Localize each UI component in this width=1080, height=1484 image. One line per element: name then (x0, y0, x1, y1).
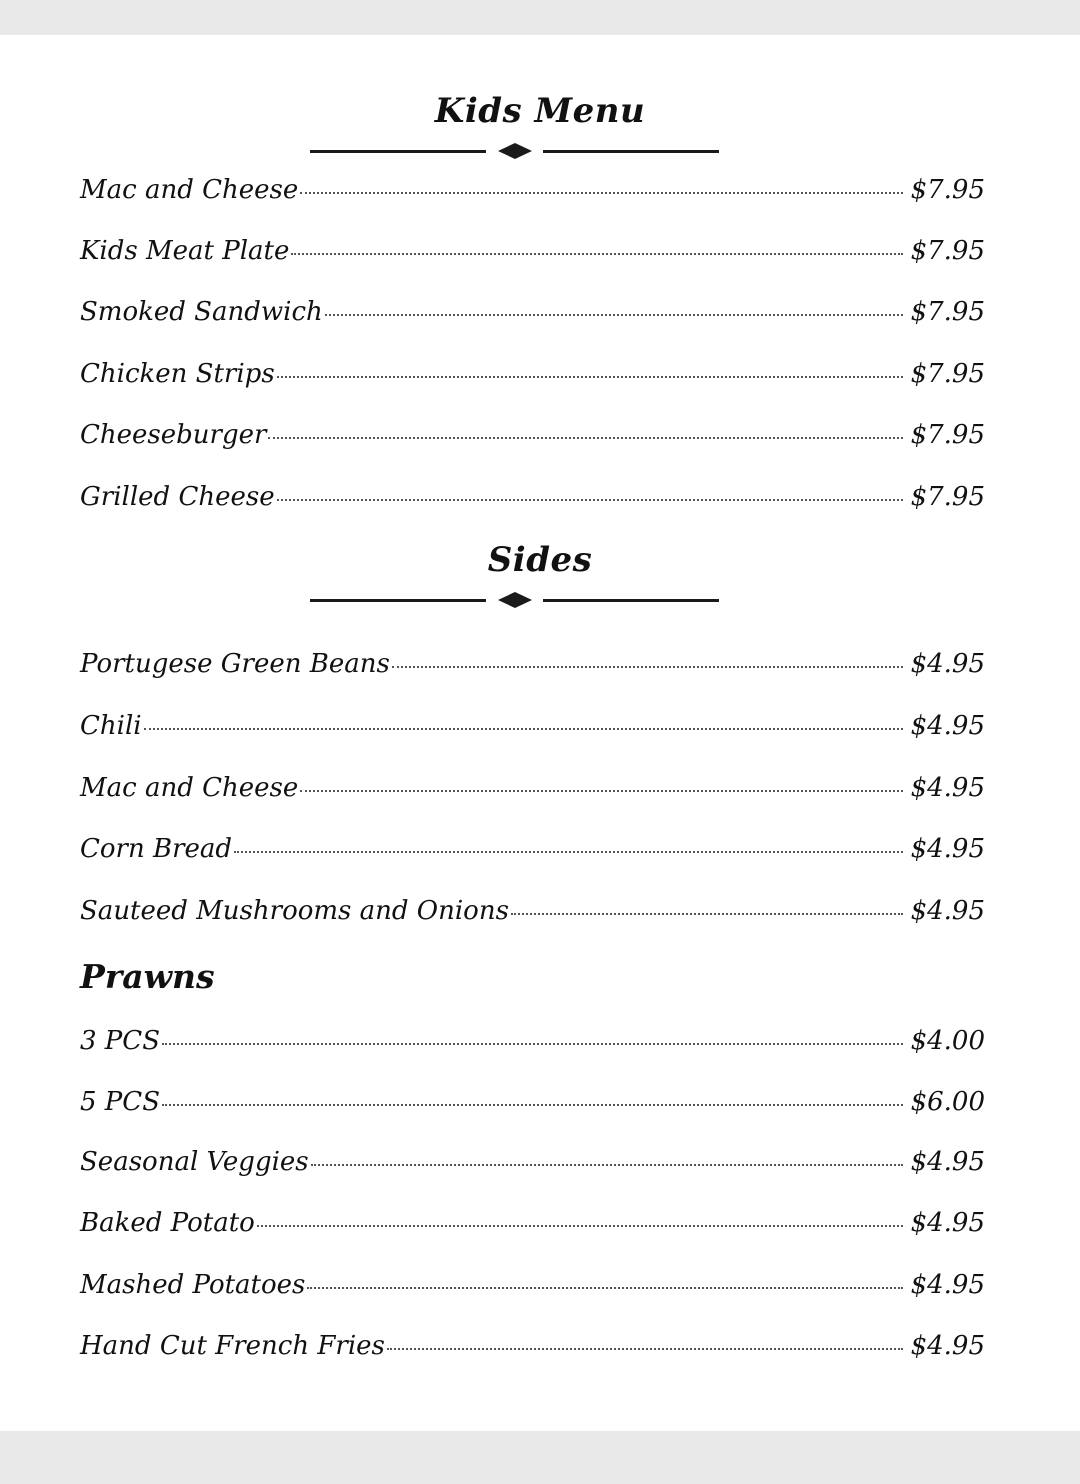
menu-item (80, 1331, 985, 1371)
menu-item (80, 834, 985, 874)
item-price: $4.95 (910, 711, 985, 741)
item-name: Smoked Sandwich (80, 297, 323, 327)
menu-item (80, 1270, 985, 1310)
diamond-ornament-icon (498, 143, 532, 159)
prawns-heading: Prawns (80, 957, 215, 996)
menu-item (80, 420, 985, 460)
menu-item (80, 896, 985, 936)
menu-item (80, 297, 985, 337)
dot-leader (325, 314, 903, 316)
dot-leader (307, 1287, 902, 1289)
item-name: Kids Meat Plate (80, 236, 290, 266)
dot-leader (162, 1104, 903, 1106)
item-name: Sauteed Mushrooms and Onions (80, 896, 509, 926)
item-name: Portugese Green Beans (80, 649, 390, 679)
item-name: 5 PCS (80, 1087, 161, 1117)
item-price: $7.95 (910, 297, 985, 327)
item-price: $4.95 (910, 896, 985, 926)
item-name: Hand Cut French Fries (80, 1331, 385, 1361)
item-name: 3 PCS (80, 1026, 161, 1056)
menu-item (80, 482, 985, 522)
sides-divider (310, 592, 719, 608)
dot-leader (511, 913, 903, 915)
item-price: $7.95 (910, 420, 985, 450)
menu-item (80, 649, 985, 689)
item-price: $7.95 (910, 236, 985, 266)
item-price: $7.95 (910, 175, 985, 205)
item-price: $6.00 (910, 1087, 985, 1117)
menu-item (80, 175, 985, 215)
item-price: $4.95 (910, 834, 985, 864)
dot-leader (311, 1164, 903, 1166)
dot-leader (392, 666, 903, 668)
item-price: $4.95 (910, 1208, 985, 1238)
item-name: Mac and Cheese (80, 175, 299, 205)
item-name: Corn Bread (80, 834, 233, 864)
item-name: Grilled Cheese (80, 482, 275, 512)
item-price: $7.95 (910, 482, 985, 512)
item-price: $7.95 (910, 359, 985, 389)
dot-leader (300, 790, 902, 792)
item-name: Mashed Potatoes (80, 1270, 306, 1300)
divider-left-rule (310, 150, 486, 153)
dot-leader (387, 1348, 903, 1350)
item-price: $4.95 (910, 1270, 985, 1300)
dot-leader (144, 728, 903, 730)
menu-item (80, 236, 985, 276)
item-name: Chili (80, 711, 142, 741)
menu-item (80, 359, 985, 399)
menu-item (80, 711, 985, 751)
dot-leader (291, 253, 902, 255)
menu-item (80, 1147, 985, 1187)
divider-right-rule (543, 150, 719, 153)
item-price: $4.95 (910, 1331, 985, 1361)
item-name: Seasonal Veggies (80, 1147, 309, 1177)
menu-item (80, 1026, 985, 1066)
item-name: Chicken Strips (80, 359, 275, 389)
item-price: $4.00 (910, 1026, 985, 1056)
item-name: Cheeseburger (80, 420, 267, 450)
diamond-ornament-icon (498, 592, 532, 608)
kids-menu-divider (310, 143, 719, 159)
sides-heading: Sides (487, 540, 593, 580)
dot-leader (257, 1225, 903, 1227)
dot-leader (277, 499, 903, 501)
divider-right-rule (543, 599, 719, 602)
dot-leader (277, 376, 903, 378)
item-price: $4.95 (910, 649, 985, 679)
dot-leader (268, 437, 902, 439)
divider-left-rule (310, 599, 486, 602)
dot-leader (162, 1043, 903, 1045)
item-price: $4.95 (910, 1147, 985, 1177)
item-price: $4.95 (910, 773, 985, 803)
menu-item (80, 1087, 985, 1127)
dot-leader (300, 192, 902, 194)
kids-menu-heading: Kids Menu (434, 91, 646, 131)
item-name: Baked Potato (80, 1208, 255, 1238)
item-name: Mac and Cheese (80, 773, 299, 803)
menu-item (80, 1208, 985, 1248)
dot-leader (234, 851, 903, 853)
menu-page (0, 35, 1080, 1431)
menu-item (80, 773, 985, 813)
